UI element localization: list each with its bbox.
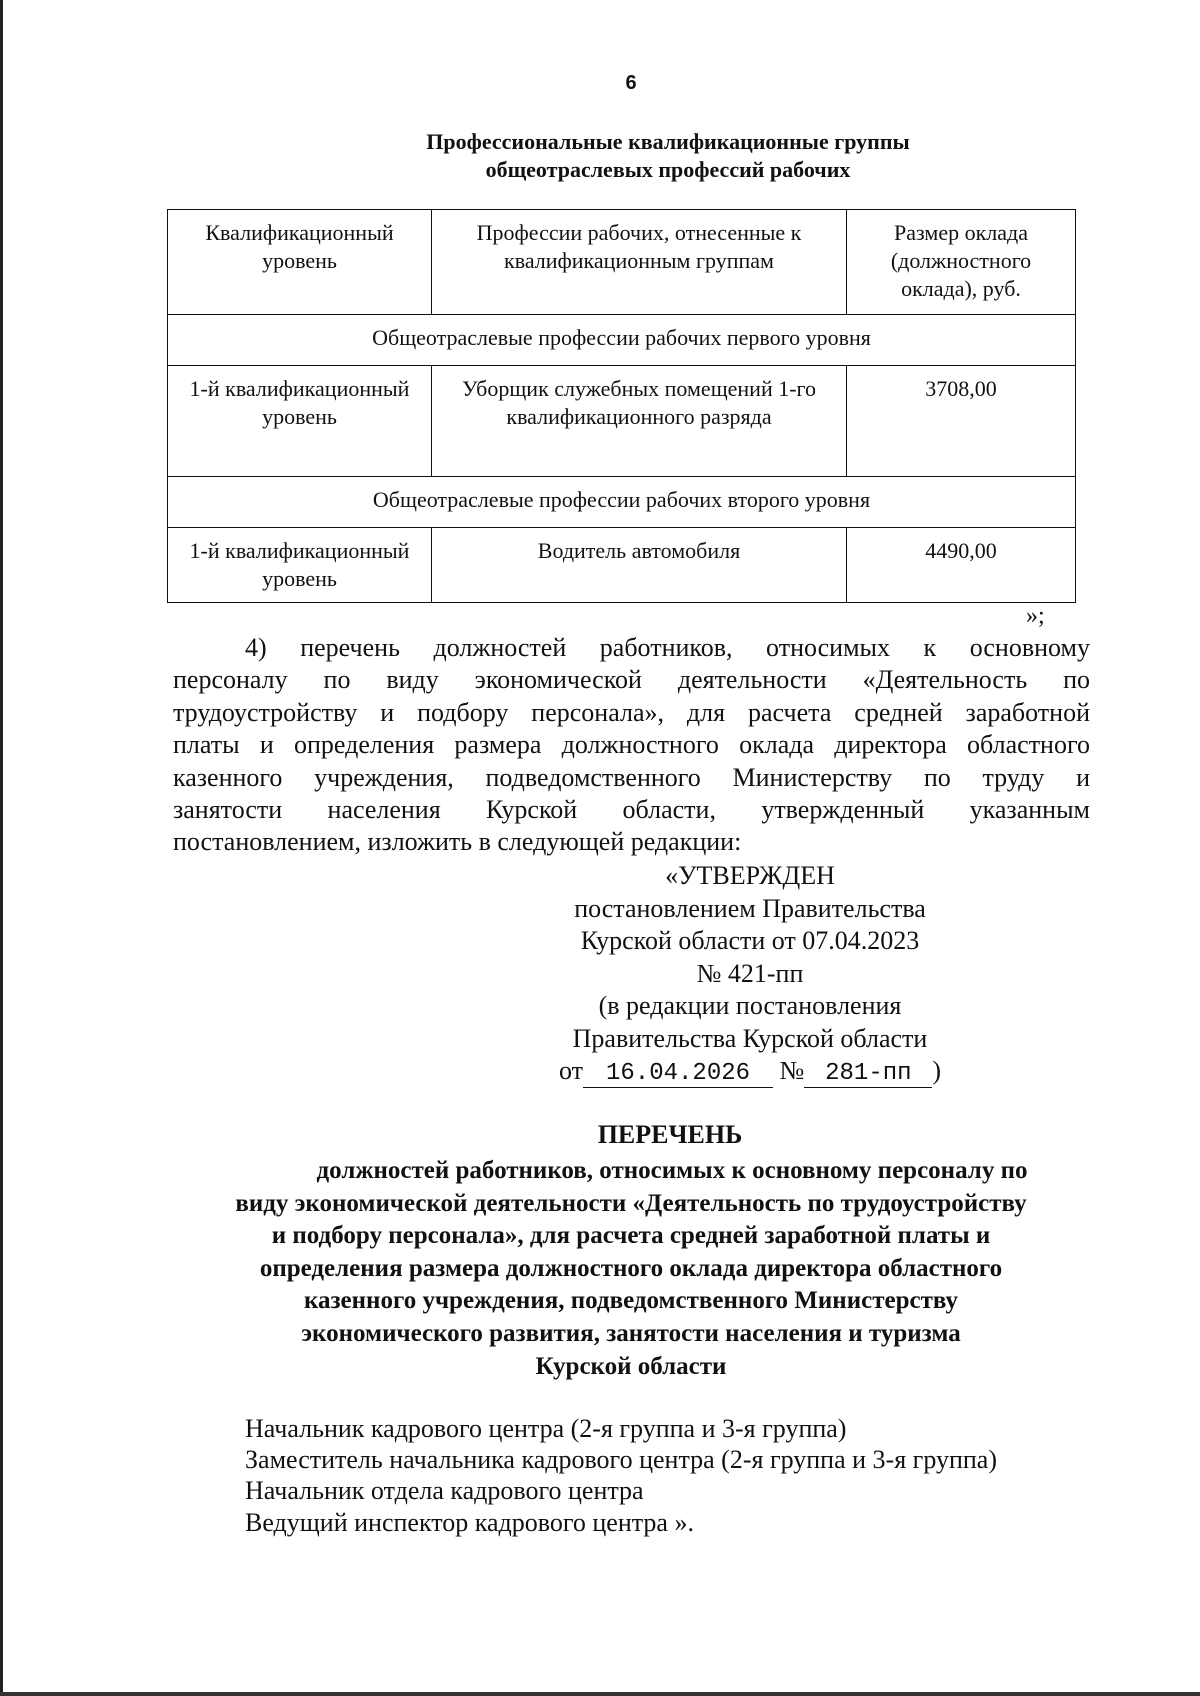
revision-number-field: 281-пп — [804, 1061, 932, 1088]
header-salary: Размер оклада (должностного оклада), руб. — [847, 210, 1076, 315]
list-heading: ПЕРЕЧЕНЬ — [597, 1120, 743, 1149]
list-item: Заместитель начальника кадрового центра (2-я группа и 3-я группа) — [245, 1445, 998, 1475]
approved-line: № 421-пп — [696, 958, 804, 988]
approved-line: Курской области от 07.04.2023 — [580, 926, 920, 955]
table-row — [168, 528, 1076, 603]
approval-stamp-block — [450, 860, 1050, 1088]
table-section-row — [168, 315, 1076, 366]
cell-profession: Водитель автомобиля — [432, 528, 847, 603]
paragraph-line: занятости населения Курской области, утвержденный указанным — [173, 795, 1090, 825]
table-section-row — [168, 477, 1076, 528]
paragraph-line: трудоустройству и подбору персонала», для расчета средней заработной — [173, 697, 1090, 727]
list-item: Ведущий инспектор кадрового центра ». — [245, 1507, 694, 1537]
subheading-line: виду экономической деятельности «Деятельность по трудоустройству — [235, 1189, 1027, 1217]
subheading-line: казенного учреждения, подведомственного Министерству — [303, 1287, 959, 1315]
list-item: Начальник отдела кадрового центра — [245, 1476, 644, 1506]
cell-salary: 3708,00 — [847, 366, 1076, 477]
scan-edge-bottom — [0, 1692, 1200, 1696]
closing-quote: »; — [1026, 603, 1045, 629]
paragraph-line: постановлением, изложить в следующей редакции: — [173, 827, 742, 857]
list-subheading — [178, 1155, 1084, 1383]
subheading-line: должностей работников, относимых к основному персоналу по — [316, 1157, 1028, 1184]
amendment-paragraph — [173, 632, 1090, 859]
revision-date-field: 16.04.2026 — [583, 1061, 773, 1088]
list-item: Начальник кадрового центра (2-я группа и 3-я группа) — [245, 1414, 847, 1443]
approved-line: (в редакции постановления — [598, 991, 902, 1020]
subheading-line: Курской области — [535, 1352, 727, 1380]
paragraph-line: 4) перечень должностей работников, относимых к основному — [245, 633, 1090, 662]
date-prefix: от — [558, 1056, 584, 1085]
paragraph-line: казенного учреждения, подведомственного Министерству по труду и — [173, 762, 1090, 792]
header-qualification-level: Квалификационный уровень — [168, 210, 432, 315]
approved-line: «УТВЕРЖДЕН — [665, 861, 835, 890]
table-header-row — [168, 210, 1076, 315]
cell-salary: 4490,00 — [847, 528, 1076, 603]
table-title — [300, 128, 1036, 184]
subheading-line: и подбору персонала», для расчета средней заработной платы и — [271, 1222, 991, 1250]
cell-level: 1-й квалификационный уровень — [168, 366, 432, 477]
cell-profession: Уборщик служебных помещений 1-го квалификационного разряда — [432, 366, 847, 477]
table-row — [168, 366, 1076, 477]
scan-edge-left — [0, 0, 3, 1696]
paragraph-line: персоналу по виду экономической деятельности «Деятельность по — [173, 665, 1090, 695]
number-prefix: № — [779, 1056, 805, 1085]
positions-list — [245, 1413, 1145, 1538]
cell-level: 1-й квалификационный уровень — [168, 528, 432, 603]
subheading-line: определения размера должностного оклада директора областного — [259, 1254, 1003, 1282]
qualification-table — [167, 209, 1076, 603]
approved-line: постановлением Правительства — [574, 893, 926, 923]
section-title-first-level: Общеотраслевые профессии рабочих первого уровня — [168, 315, 1076, 366]
section-title-second-level: Общеотраслевые профессии рабочих второго уровня — [168, 477, 1076, 528]
approved-line: Правительства Курской области — [572, 1023, 928, 1053]
subheading-line: экономического развития, занятости населения и туризма — [301, 1319, 961, 1347]
header-professions: Профессии рабочих, отнесенные к квалификационным группам — [432, 210, 847, 315]
close-paren: ) — [932, 1056, 941, 1085]
revision-date-line — [550, 1055, 950, 1088]
page-number: 6 — [625, 72, 637, 94]
table-title-line: Профессиональные квалификационные группы — [426, 129, 910, 154]
table-title-line: общеотраслевых профессий рабочих — [485, 157, 851, 182]
paragraph-line: платы и определения размера должностного оклада директора областного — [173, 730, 1090, 760]
